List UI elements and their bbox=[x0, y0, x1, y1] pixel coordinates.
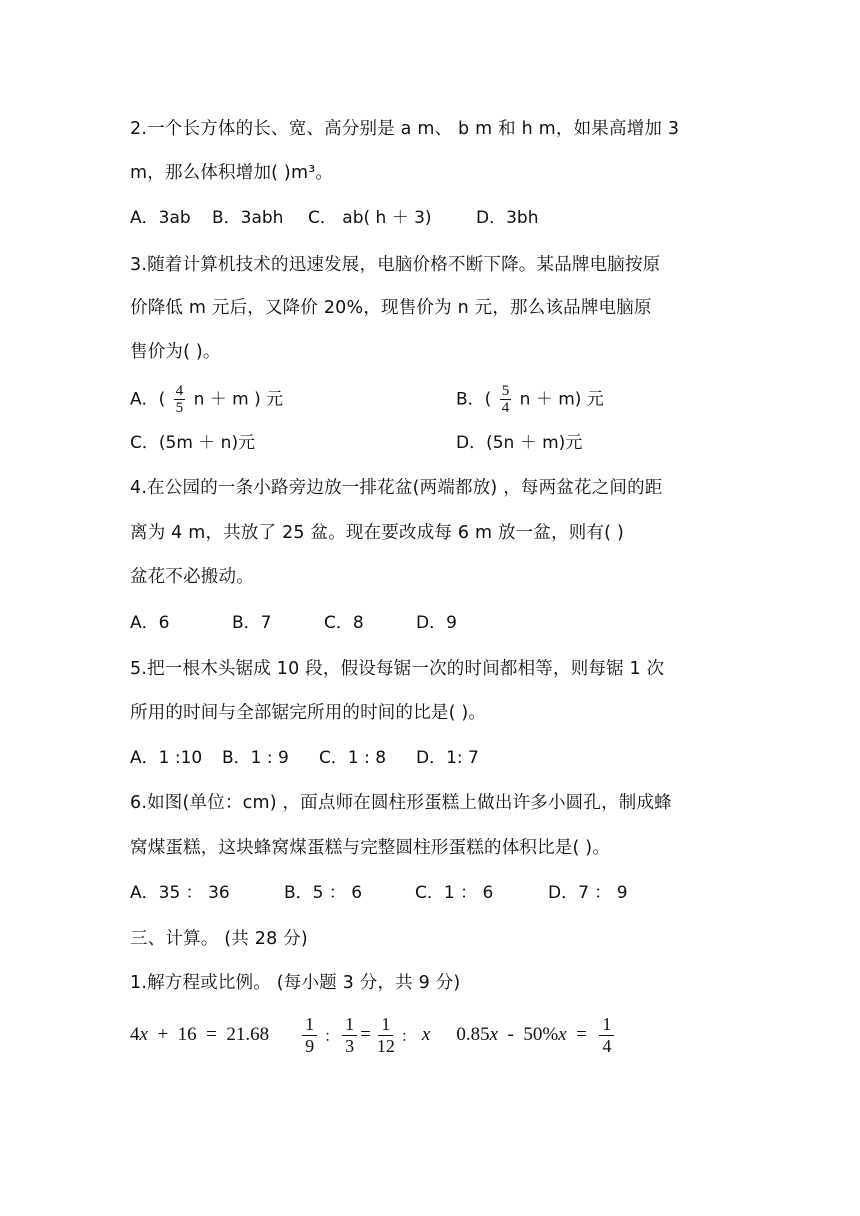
q2-option-b: B．3abh bbox=[212, 208, 284, 228]
q5-option-a: A．1 :10 bbox=[130, 748, 203, 768]
q6-option-d: D．7 ： 9 bbox=[548, 883, 628, 903]
q3-option-a-numerator: 4 bbox=[175, 383, 184, 399]
q3-option-b-numerator: 5 bbox=[501, 383, 510, 399]
q5-line2: 所用的时间与全部锯完所用的时间的比是( )。 bbox=[130, 703, 487, 723]
equation-3-equals: = bbox=[566, 1024, 597, 1045]
q3-line2: 价降低 m 元后，又降价 20%，现售价为 n 元，那么该品牌电脑原 bbox=[130, 298, 652, 318]
equation-2-fraction-2-numerator: 1 bbox=[342, 1014, 357, 1036]
q3-option-b-suffix: n ＋ m) 元 bbox=[519, 389, 604, 410]
equation-3-fraction-numerator: 1 bbox=[599, 1014, 614, 1036]
q6-option-b: B．5 ： 6 bbox=[284, 883, 363, 903]
q3-option-b-fraction bbox=[500, 383, 512, 416]
q2-option-c: C． ab( h ＋ 3) bbox=[308, 208, 432, 228]
equation-2-fraction-2-denominator: 3 bbox=[345, 1035, 355, 1056]
equation-2-fraction-3-denominator: 12 bbox=[376, 1035, 395, 1056]
q3-line1: 3.随着计算机技术的迅速发展，电脑价格不断下降。某品牌电脑按原 bbox=[130, 255, 661, 275]
section-3-subheading: 1.解方程或比例。 (每小题 3 分，共 9 分) bbox=[130, 973, 461, 993]
q5-option-d: D．1: 7 bbox=[416, 748, 479, 768]
equation-1-coefficient: 4 bbox=[130, 1024, 140, 1045]
q4-option-b: B．7 bbox=[232, 613, 272, 633]
q3-option-a-denominator: 5 bbox=[175, 400, 184, 416]
equations-row bbox=[130, 1010, 617, 1060]
q2-line1: 2.一个长方体的长、宽、高分别是 a m、 b m 和 h m，如果高增加 3 bbox=[130, 119, 680, 139]
equation-3-fraction bbox=[599, 1014, 614, 1057]
equation-2-fraction-3-numerator: 1 bbox=[378, 1014, 393, 1036]
q2-option-d: D．3bh bbox=[476, 208, 539, 228]
equation-3-variable-1: x bbox=[489, 1024, 498, 1045]
equation-3 bbox=[456, 1014, 617, 1057]
equation-2-colon-1: ： bbox=[324, 1028, 340, 1045]
equation-3-minus-percent: - 50% bbox=[498, 1024, 559, 1045]
q4-option-a: A．6 bbox=[130, 613, 170, 633]
q3-option-b-prefix: B．( bbox=[456, 389, 492, 410]
equation-1-variable: x bbox=[139, 1024, 148, 1045]
q5-option-b: B．1 : 9 bbox=[222, 748, 289, 768]
equation-2-fraction-1-denominator: 9 bbox=[305, 1035, 315, 1056]
q2-option-a: A．3ab bbox=[130, 208, 191, 228]
equation-3-fraction-denominator: 4 bbox=[602, 1035, 612, 1056]
section-3-title: 三、计算。 (共 28 分) bbox=[130, 929, 308, 949]
equation-1 bbox=[130, 1024, 269, 1046]
equation-2-colon-2: ： bbox=[400, 1028, 416, 1045]
q3-option-a-fraction bbox=[174, 383, 186, 416]
q4-option-d: D．9 bbox=[416, 613, 457, 633]
equation-2-fraction-2 bbox=[342, 1014, 357, 1057]
q4-line1: 4.在公园的一条小路旁边放一排花盆(两端都放) ，每两盆花之间的距 bbox=[130, 478, 663, 498]
q5-option-c: C．1 : 8 bbox=[319, 748, 387, 768]
q6-line2: 窝煤蛋糕，这块蜂窝煤蛋糕与完整圆柱形蛋糕的体积比是( )。 bbox=[130, 838, 611, 858]
q3-option-a-suffix: n ＋ m ) 元 bbox=[193, 389, 284, 410]
equation-2-variable: x bbox=[421, 1024, 431, 1045]
equation-1-rest: + 16 = 21.68 bbox=[147, 1024, 270, 1045]
q3-line3: 售价为( )。 bbox=[130, 342, 221, 362]
q2-line2: m，那么体积增加( )m³。 bbox=[130, 163, 334, 183]
equation-3-variable-2: x bbox=[558, 1024, 567, 1045]
equation-2-fraction-1-numerator: 1 bbox=[302, 1014, 317, 1036]
q4-option-c: C．8 bbox=[324, 613, 364, 633]
equation-2-equals: = bbox=[360, 1024, 371, 1045]
q3-option-b-denominator: 4 bbox=[501, 400, 510, 416]
q3-option-b bbox=[456, 383, 604, 416]
equation-2-fraction-1 bbox=[302, 1014, 317, 1057]
equation-3-coefficient: 0.85 bbox=[456, 1024, 490, 1045]
q4-line3: 盆花不必搬动。 bbox=[130, 567, 254, 587]
q3-option-d: D．(5n ＋ m)元 bbox=[456, 433, 583, 453]
q3-option-a bbox=[130, 383, 283, 416]
q3-option-c: C．(5m ＋ n)元 bbox=[130, 433, 256, 453]
q6-option-c: C．1 ： 6 bbox=[415, 883, 494, 903]
q4-line2: 离为 4 m，共放了 25 盆。现在要改成每 6 m 放一盆，则有( ) bbox=[130, 523, 624, 543]
q3-option-a-prefix: A．( bbox=[130, 389, 166, 410]
q6-line1: 6.如图(单位：cm) ，面点师在圆柱形蛋糕上做出许多小圆孔，制成蜂 bbox=[130, 793, 672, 813]
q6-option-a: A．35 ： 36 bbox=[130, 883, 230, 903]
equation-2 bbox=[299, 1014, 430, 1057]
equation-2-fraction-3 bbox=[374, 1014, 398, 1057]
q5-line1: 5.把一根木头锯成 10 段，假设每锯一次的时间都相等，则每锯 1 次 bbox=[130, 659, 665, 679]
